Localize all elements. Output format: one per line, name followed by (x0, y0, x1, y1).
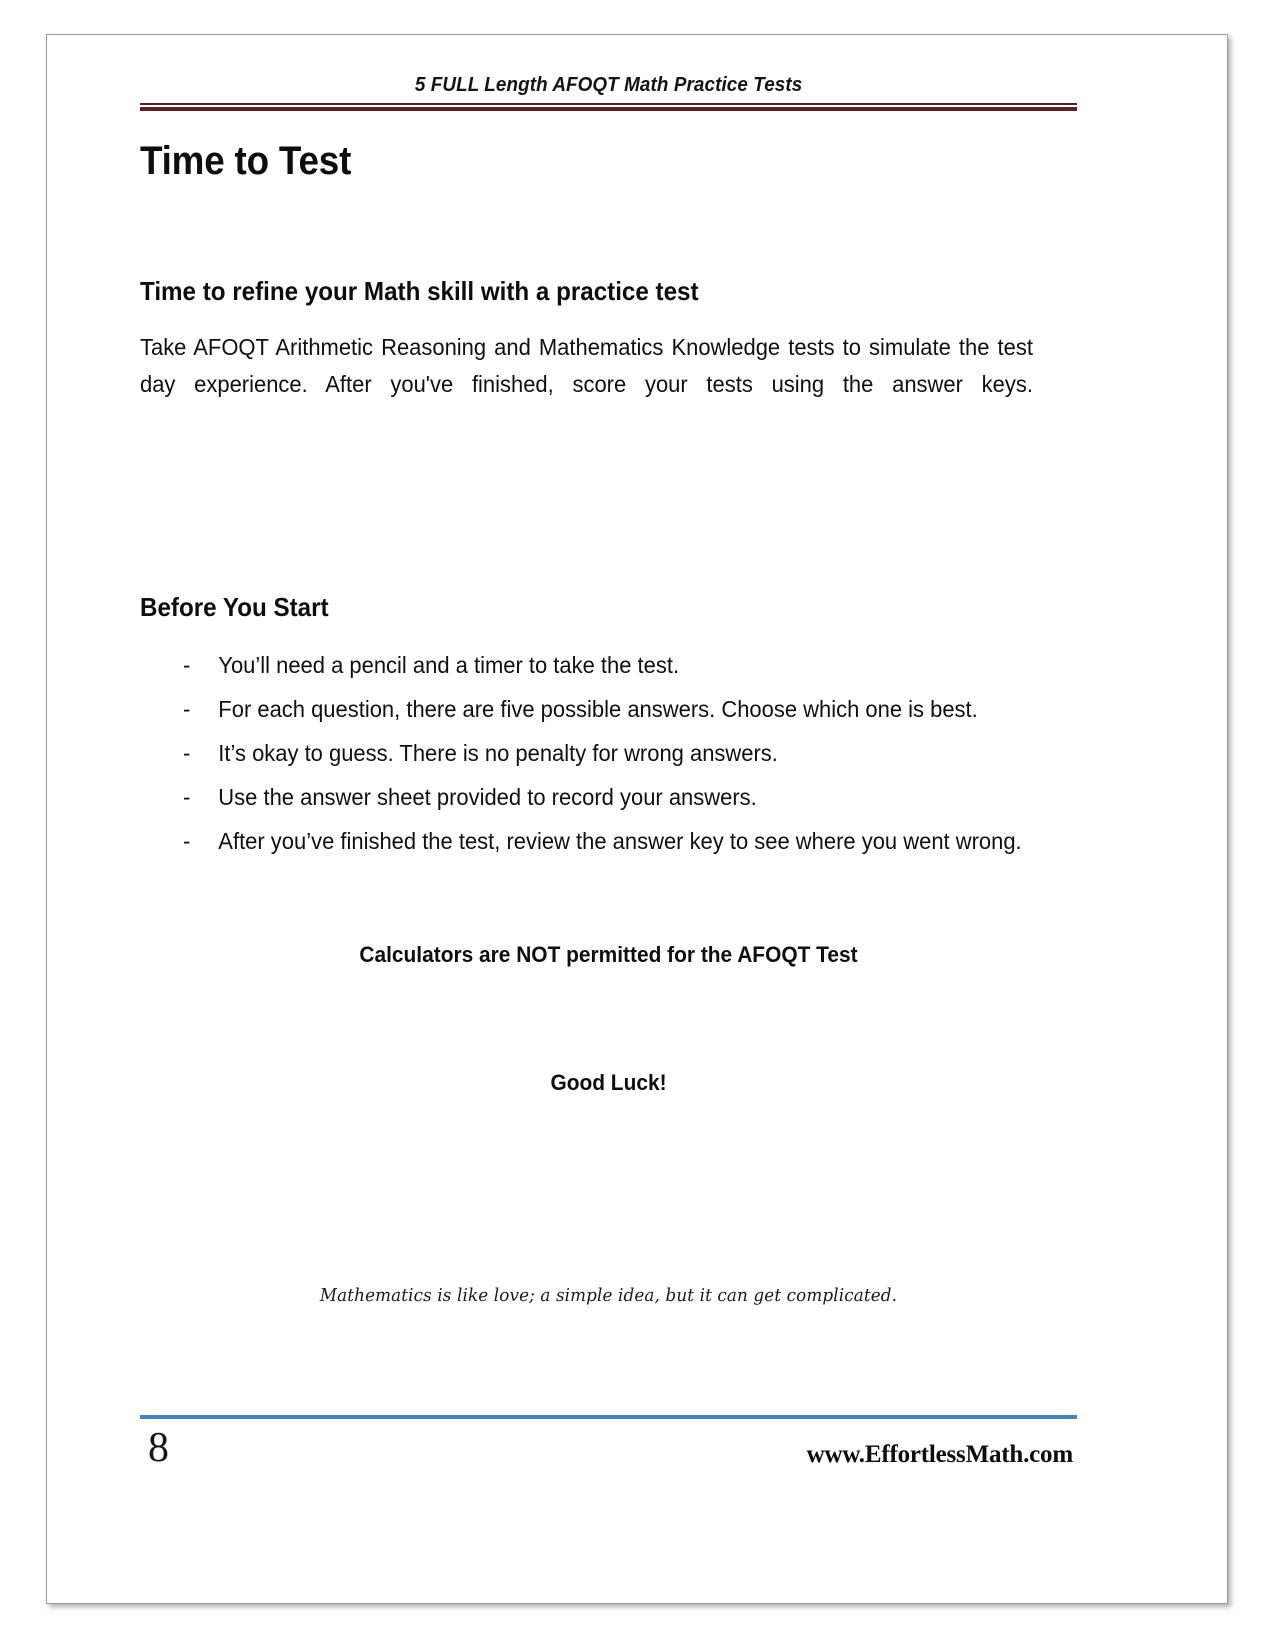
section-heading-refine: Time to refine your Math skill with a practice test (140, 276, 699, 306)
section-paragraph-refine: Take AFOQT Arithmetic Reasoning and Mathematics Knowledge tests to simulate the test day experience. After you've finished, score your tests using the answer keys. (140, 334, 1033, 397)
page-title: Time to Test (140, 139, 352, 183)
section-heading-before-you-start: Before You Start (140, 592, 329, 622)
header-rule-thick-line (140, 107, 1077, 111)
page-number: 8 (148, 1425, 169, 1471)
bullet-marker-icon: - (182, 828, 191, 854)
list-item-text: After you’ve finished the test, review the answer key to see where you went wrong. (218, 828, 1022, 854)
footer-website-link[interactable]: www.EffortlessMath.com (806, 1441, 1073, 1468)
list-item-text: It’s okay to guess. There is no penalty for wrong answers. (218, 740, 778, 766)
running-header (141, 73, 1076, 97)
notice-calculators-not-permitted: Calculators are NOT permitted for the AFOQT Test (359, 942, 858, 967)
list-item (140, 783, 1035, 811)
content-column (140, 121, 1077, 1306)
footer-divider-rule (140, 1415, 1077, 1419)
bullet-marker-icon: - (182, 652, 191, 678)
page-footer (140, 1415, 1077, 1487)
bullet-marker-icon: - (182, 696, 191, 722)
list-item (140, 827, 1035, 855)
list-item-text: For each question, there are five possible answers. Choose which one is best. (218, 696, 978, 722)
running-header-text: 5 FULL Length AFOQT Math Practice Tests (414, 73, 803, 96)
before-you-start-list (140, 651, 1077, 855)
footer-row (140, 1425, 1077, 1487)
list-item-text: You’ll need a pencil and a timer to take the test. (218, 652, 680, 678)
page-sheet (46, 34, 1228, 1604)
header-divider-rule (140, 103, 1077, 111)
closing-quote: Mathematics is like love; a simple idea, but it can get complicated. (319, 1285, 898, 1306)
bullet-marker-icon: - (182, 784, 191, 810)
list-item (140, 651, 1035, 679)
list-item (140, 695, 1035, 723)
bullet-marker-icon: - (182, 740, 191, 766)
list-item (140, 739, 1035, 767)
notice-good-luck: Good Luck! (550, 1070, 667, 1095)
list-item-text: Use the answer sheet provided to record your answers. (218, 784, 757, 810)
